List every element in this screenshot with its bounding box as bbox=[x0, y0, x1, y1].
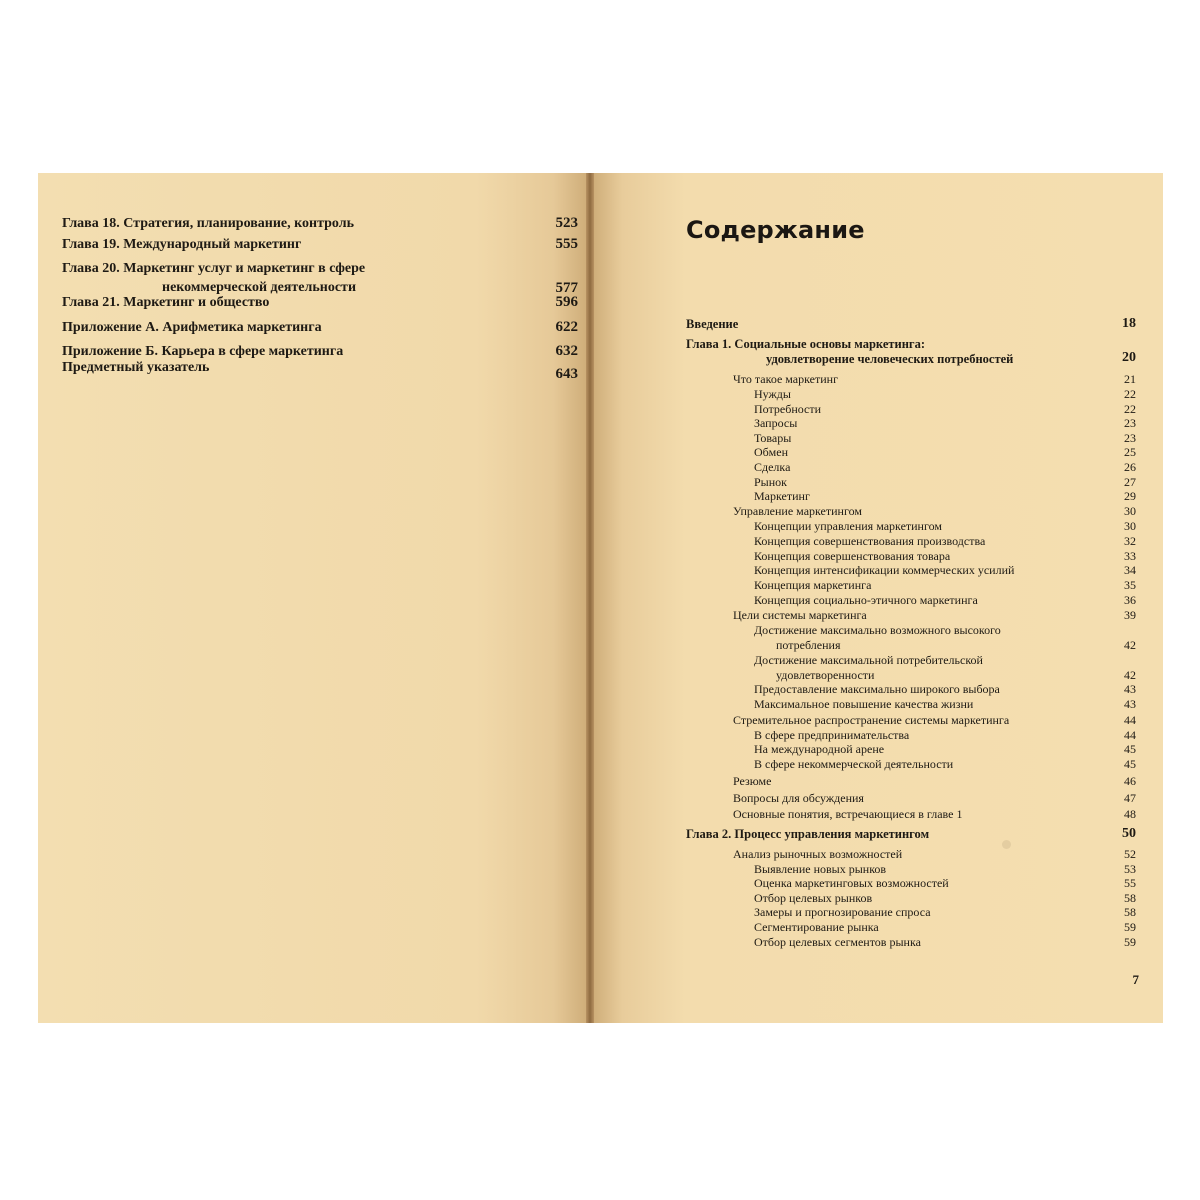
entry-title: Максимальное повышение качества жизни bbox=[754, 697, 974, 711]
entry-title: Цели системы маркетинга bbox=[733, 608, 867, 622]
entry-page: 523 bbox=[555, 215, 578, 231]
entry-page: 42 bbox=[1124, 638, 1136, 652]
entry-page: 25 bbox=[1124, 445, 1136, 459]
entry-page: 44 bbox=[1124, 728, 1136, 742]
entry-title: Отбор целевых рынков bbox=[754, 891, 873, 905]
entry-title: Концепция совершенствования производства bbox=[754, 534, 986, 548]
entry-title: Приложение А. Арифметика маркетинга bbox=[62, 320, 322, 335]
entry-page: 632 bbox=[555, 343, 578, 359]
entry-title: Выявление новых рынков bbox=[754, 862, 887, 876]
entry-title: Резюме bbox=[733, 774, 772, 788]
entry-title: Глава 18. Стратегия, планирование, контроль bbox=[62, 216, 354, 231]
entry-title: Приложение Б. Карьера в сфере маркетинга bbox=[62, 344, 344, 359]
entry-page: 58 bbox=[1124, 905, 1136, 919]
entry-title: Рынок bbox=[754, 475, 787, 489]
entry-title: Товары bbox=[754, 431, 792, 445]
entry-title-continued: потребления bbox=[776, 638, 841, 652]
entry-page: 43 bbox=[1124, 682, 1136, 696]
entry-page: 52 bbox=[1124, 847, 1136, 861]
entry-page: 55 bbox=[1124, 876, 1136, 890]
entry-page: 27 bbox=[1124, 475, 1136, 489]
entry-page: 30 bbox=[1124, 504, 1136, 518]
entry-title: Сегментирование рынка bbox=[754, 920, 879, 934]
page-number: 7 bbox=[1132, 972, 1139, 987]
book-gutter bbox=[586, 173, 594, 1023]
entry-title: На международной арене bbox=[754, 742, 885, 756]
entry-title: Обмен bbox=[754, 445, 788, 459]
entry-title: Концепции управления маркетингом bbox=[754, 519, 942, 533]
entry-title: Предоставление максимально широкого выбора bbox=[754, 682, 1000, 696]
entry-page: 59 bbox=[1124, 920, 1136, 934]
entry-title: Сделка bbox=[754, 460, 791, 474]
entry-page: 48 bbox=[1124, 807, 1136, 821]
entry-title: Основные понятия, встречающиеся в главе 1 bbox=[733, 807, 963, 821]
entry-title: Маркетинг bbox=[754, 489, 810, 503]
entry-page: 22 bbox=[1124, 402, 1136, 416]
entry-page: 36 bbox=[1124, 593, 1136, 607]
entry-title: Глава 21. Маркетинг и общество bbox=[62, 295, 270, 310]
entry-title: Управление маркетингом bbox=[733, 504, 862, 518]
entry-page: 35 bbox=[1124, 578, 1136, 592]
entry-page: 33 bbox=[1124, 549, 1136, 563]
entry-page: 26 bbox=[1124, 460, 1136, 474]
entry-page: 555 bbox=[555, 236, 578, 252]
entry-title-continued: некоммерческой деятельности bbox=[162, 280, 357, 295]
entry-page: 32 bbox=[1124, 534, 1136, 548]
right-page bbox=[594, 173, 1163, 1023]
entry-page: 596 bbox=[555, 294, 578, 310]
entry-page: 18 bbox=[1122, 316, 1136, 331]
entry-page: 45 bbox=[1124, 757, 1136, 771]
entry-title: Достижение максимально возможного высокого bbox=[754, 623, 1001, 637]
entry-page: 44 bbox=[1124, 713, 1136, 727]
entry-page: 58 bbox=[1124, 891, 1136, 905]
entry-title: В сфере предпринимательства bbox=[754, 728, 910, 742]
entry-title: Концепция маркетинга bbox=[754, 578, 872, 592]
entry-page: 43 bbox=[1124, 697, 1136, 711]
entry-title: Глава 2. Процесс управления маркетингом bbox=[686, 827, 930, 841]
entry-title: Глава 1. Социальные основы маркетинга: bbox=[686, 337, 926, 351]
entry-page: 20 bbox=[1122, 350, 1136, 365]
entry-page: 45 bbox=[1124, 742, 1136, 756]
book-spread bbox=[38, 173, 1163, 1023]
entry-page: 47 bbox=[1124, 791, 1136, 805]
entry-page: 29 bbox=[1124, 489, 1136, 503]
entry-title: Анализ рыночных возможностей bbox=[733, 847, 903, 861]
entry-title: Отбор целевых сегментов рынка bbox=[754, 935, 921, 949]
paper-smudge bbox=[1002, 840, 1011, 849]
entry-title: Глава 20. Маркетинг услуг и маркетинг в сфере bbox=[62, 261, 366, 276]
entry-title: Концепция интенсификации коммерческих усилий bbox=[754, 563, 1015, 577]
entry-title: В сфере некоммерческой деятельности bbox=[754, 757, 954, 771]
entry-page: 46 bbox=[1124, 774, 1136, 788]
entry-page: 577 bbox=[555, 280, 578, 296]
entry-title: Достижение максимальной потребительской bbox=[754, 653, 983, 667]
entry-page: 23 bbox=[1124, 431, 1136, 445]
entry-title: Концепция совершенствования товара bbox=[754, 549, 951, 563]
entry-page: 42 bbox=[1124, 668, 1136, 682]
entry-title: Нужды bbox=[754, 387, 791, 401]
entry-title: Предметный указатель bbox=[62, 360, 210, 375]
entry-title: Глава 19. Международный маркетинг bbox=[62, 237, 302, 252]
entry-title: Оценка маркетинговых возможностей bbox=[754, 876, 949, 890]
entry-title: Потребности bbox=[754, 402, 822, 416]
entry-page: 50 bbox=[1122, 826, 1136, 841]
entry-page: 643 bbox=[555, 366, 578, 382]
entry-page: 22 bbox=[1124, 387, 1136, 401]
entry-title: Введение bbox=[686, 317, 739, 331]
entry-title: Запросы bbox=[754, 416, 798, 430]
entry-title: Вопросы для обсуждения bbox=[733, 791, 864, 805]
entry-page: 59 bbox=[1124, 935, 1136, 949]
entry-page: 23 bbox=[1124, 416, 1136, 430]
entry-title-continued: удовлетворенности bbox=[776, 668, 875, 682]
entry-title: Стремительное распространение системы маркетинга bbox=[733, 713, 1010, 727]
entry-page: 622 bbox=[555, 319, 578, 335]
entry-page: 21 bbox=[1124, 372, 1136, 386]
entry-page: 30 bbox=[1124, 519, 1136, 533]
entry-page: 53 bbox=[1124, 862, 1136, 876]
entry-page: 34 bbox=[1124, 563, 1136, 577]
left-page bbox=[38, 173, 586, 1023]
entry-title: Что такое маркетинг bbox=[733, 372, 838, 386]
entry-title: Замеры и прогнозирование спроса bbox=[754, 905, 931, 919]
entry-page: 39 bbox=[1124, 608, 1136, 622]
entry-title-continued: удовлетворение человеческих потребностей bbox=[766, 352, 1014, 366]
entry-title: Концепция социально-этичного маркетинга bbox=[754, 593, 978, 607]
page-heading: Содержание bbox=[686, 216, 865, 244]
